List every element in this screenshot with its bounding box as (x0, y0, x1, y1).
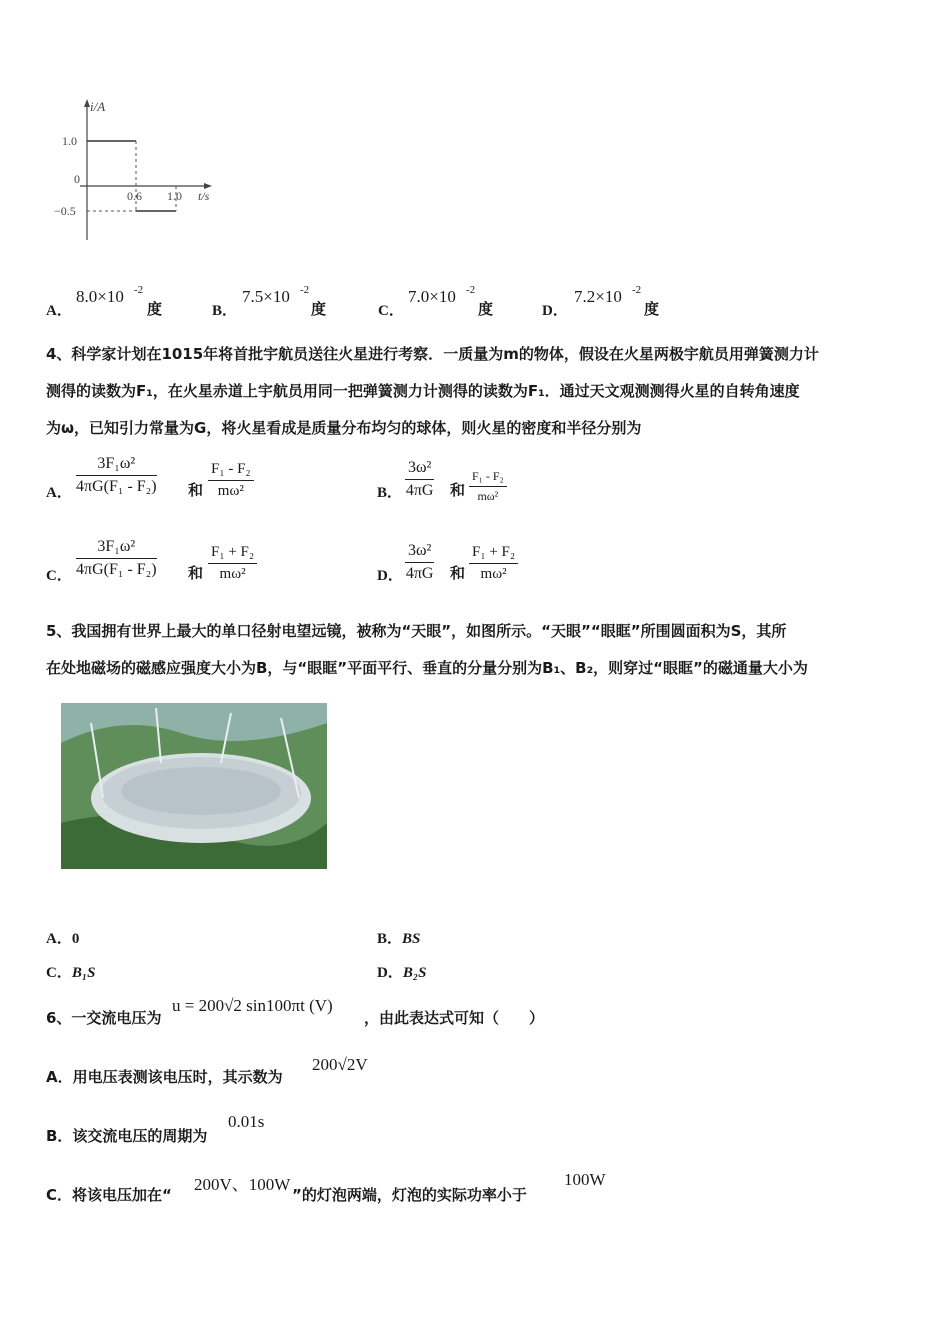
q5-line-2: 在处地磁场的磁感应强度大小为B，与“眼眶”平面平行、垂直的分量分别为B₁、B₂，则穿过“眼眶”的磁通量大小为 (46, 659, 808, 677)
and-word: 和 (450, 481, 466, 499)
q5-option-d[interactable] (377, 961, 426, 982)
option-label: B． (212, 303, 238, 319)
q4-stem (46, 336, 916, 447)
option-value: 8.0×10 (76, 287, 124, 306)
q4-line-2: 测得的读数为F₁，在火星赤道上宇航员用同一把弹簧测力计测得的读数为F₁．通过天文观测测得火星的自转角速度 (46, 382, 800, 400)
option-exponent: -2 (466, 284, 476, 296)
y-tick-1: 1.0 (62, 134, 77, 148)
option-label: D． (377, 965, 403, 981)
option-formula: 0.01s (228, 1112, 265, 1131)
fraction-radius (469, 544, 518, 583)
fraction-density (76, 538, 157, 579)
option-formula: 200√2V (312, 1055, 368, 1074)
current-time-graph (50, 95, 230, 250)
q6-formula: u = 200√2 sin100πt (V) (172, 996, 333, 1015)
q4-option-d[interactable] (377, 538, 577, 598)
option-label: A． (46, 303, 72, 319)
option-formula-2: 100W (564, 1170, 606, 1189)
fraction-denominator: mω² (217, 483, 244, 499)
q6-suffix: ，由此表达式可知（ ） (364, 1009, 545, 1027)
option-value: 7.0×10 (408, 287, 456, 306)
q3-option-a[interactable] (46, 284, 216, 319)
option-label: C． (46, 965, 72, 981)
q4-option-c[interactable] (46, 538, 346, 598)
option-text-2: ”的灯泡两端，灯泡的实际功率小于 (292, 1186, 527, 1204)
q5-line-1: 5、我国拥有世界上最大的单口径射电望远镜，被称为“天眼”，如图所示。“天眼”“眼眶”所围圆面积为S，其所 (46, 622, 787, 640)
q4-option-b[interactable] (377, 455, 577, 515)
q6-option-c[interactable] (46, 1170, 746, 1204)
fraction-numerator: 3F₁ω² (76, 455, 157, 476)
option-exponent: -2 (632, 284, 642, 296)
option-formula-1: 200V、100W (194, 1175, 291, 1194)
q6-option-b[interactable] (46, 1112, 546, 1145)
option-exponent: -2 (134, 284, 144, 296)
fast-telescope-photo (61, 703, 327, 869)
telescope-illustration (61, 703, 327, 869)
q6-option-a[interactable] (46, 1055, 546, 1085)
y-axis-label: i/A (90, 99, 106, 114)
y-tick-0: 0 (74, 172, 80, 186)
fraction-numerator: 3ω² (405, 542, 434, 563)
fraction-numerator: 3F₁ω² (76, 538, 157, 559)
fraction-radius (208, 461, 254, 500)
option-label: C． (46, 568, 72, 584)
option-unit: 度 (478, 300, 494, 318)
option-unit: 度 (311, 300, 327, 318)
q4-line-3: 为ω，已知引力常量为G，将火星看成是质量分布均匀的球体，则火星的密度和半径分别为 (46, 419, 642, 437)
option-text: A．用电压表测该电压时，其示数为 (46, 1068, 283, 1086)
option-value: 7.2×10 (574, 287, 622, 306)
q5-stem (46, 613, 916, 687)
option-label: D． (542, 303, 568, 319)
q4-option-a[interactable] (46, 455, 346, 515)
fraction-numerator: F₁ - F₂ (469, 469, 507, 487)
x-axis-label: t/s (198, 189, 210, 203)
fraction-numerator: F₁ + F₂ (469, 544, 518, 564)
q6-stem (46, 996, 746, 1026)
x-tick-06: 0.6 (127, 189, 142, 203)
option-label: D． (377, 568, 403, 584)
and-word: 和 (188, 481, 204, 499)
fraction-denominator: 4πG(F₁ - F₂) (76, 561, 157, 578)
option-label: A． (46, 931, 72, 947)
fraction-denominator: 4πG (405, 482, 434, 499)
option-label: C． (378, 303, 404, 319)
q3-option-c[interactable] (378, 284, 548, 319)
and-word: 和 (188, 564, 204, 582)
option-text: B．该交流电压的周期为 (46, 1127, 208, 1145)
option-text-1: C．将该电压加在“ (46, 1186, 172, 1204)
q5-option-c[interactable] (46, 961, 95, 982)
q3-option-d[interactable] (542, 284, 712, 319)
fraction-radius (469, 469, 507, 504)
fraction-density (405, 542, 434, 583)
option-exponent: -2 (300, 284, 310, 296)
option-text: 0 (71, 931, 80, 947)
q3-option-b[interactable] (212, 284, 382, 319)
option-label: A． (46, 485, 72, 501)
option-label: B． (377, 485, 403, 501)
fraction-density (76, 455, 157, 496)
fraction-numerator: 3ω² (405, 459, 434, 480)
option-text: B₁S (71, 965, 96, 981)
y-tick-neg: −0.5 (54, 204, 76, 218)
option-unit: 度 (644, 300, 660, 318)
fraction-numerator: F₁ - F₂ (208, 461, 254, 481)
fraction-denominator: mω² (480, 566, 507, 582)
and-word: 和 (450, 564, 466, 582)
fraction-denominator: 4πG(F₁ - F₂) (76, 478, 157, 495)
q4-line-1: 4、科学家计划在1015年将首批宇航员送往火星进行考察．一质量为m的物体，假设在火星两极宇航员用弹簧测力计 (46, 345, 819, 363)
fraction-denominator: mω² (477, 489, 499, 503)
fraction-radius (208, 544, 257, 583)
fraction-denominator: 4πG (405, 565, 434, 582)
fraction-numerator: F₁ + F₂ (208, 544, 257, 564)
option-unit: 度 (147, 300, 163, 318)
option-text: BS (402, 931, 421, 947)
option-text: B₂S (402, 965, 427, 981)
q5-option-a[interactable] (46, 927, 79, 948)
q5-option-b[interactable] (377, 927, 420, 948)
option-value: 7.5×10 (242, 287, 290, 306)
q6-prefix: 6、一交流电压为 (46, 1009, 162, 1027)
option-label: B． (377, 931, 403, 947)
fraction-density (405, 459, 434, 500)
x-tick-10: 1.0 (167, 189, 182, 203)
fraction-denominator: mω² (219, 566, 246, 582)
